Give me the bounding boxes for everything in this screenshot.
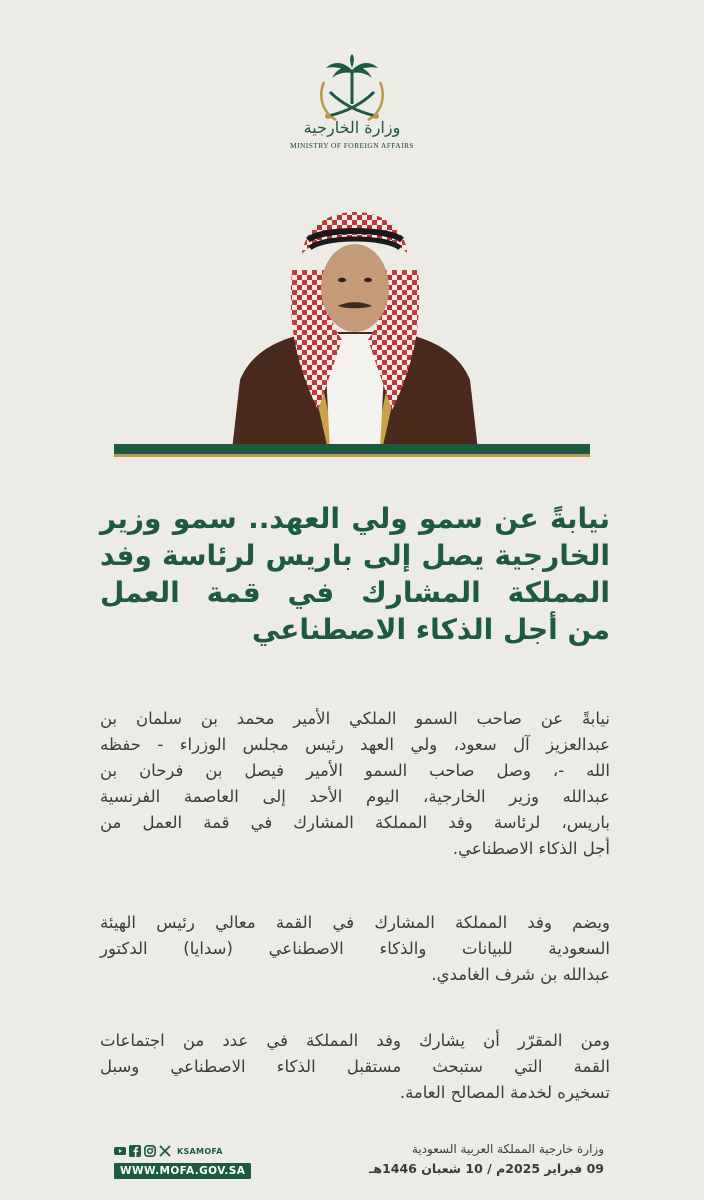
footer-date: 09 فبراير 2025م / 10 شعبان 1446هـ <box>369 1161 604 1176</box>
youtube-icon[interactable] <box>114 1145 126 1157</box>
website-link[interactable]: WWW.MOFA.GOV.SA <box>114 1163 251 1179</box>
paragraph-line: عبدالله وزير الخارجية، اليوم الأحد إلى العاصمة الفرنسية <box>100 787 610 806</box>
headline-line-4: من أجل الذكاء الاصطناعي <box>251 613 610 646</box>
minister-portrait <box>232 210 478 450</box>
footer-org: وزارة خارجية المملكة العربية السعودية <box>411 1142 604 1156</box>
headline-line-1: نيابةً عن سمو ولي العهد.. سمو وزير <box>100 502 610 535</box>
paragraph-line: تسخيره لخدمة المصالح العامة. <box>399 1083 610 1102</box>
x-icon[interactable] <box>159 1145 171 1157</box>
paragraph-line: عبدالله بن شرف الغامدي. <box>431 965 610 984</box>
headline <box>100 500 610 648</box>
facebook-icon[interactable] <box>129 1145 141 1157</box>
body-paragraph-2 <box>100 910 610 988</box>
paragraph-line: ومن المقرّر أن يشارك وفد المملكة في عدد من اجتماعات <box>100 1031 610 1050</box>
paragraph-line: عبدالعزيز آل سعود، ولي العهد رئيس مجلس الوزراء - حفظه <box>100 735 610 754</box>
body-paragraph-1 <box>100 706 610 862</box>
social-handle[interactable]: KSAMOFA <box>177 1146 223 1156</box>
logo-text-ar: وزارة الخارجية <box>303 118 401 137</box>
saudi-emblem-palm-swords-icon <box>302 52 402 168</box>
paragraph-line: الله -، وصل صاحب السمو الأمير فيصل بن فرحان بن <box>100 761 610 780</box>
footer-info <box>304 1140 604 1178</box>
paragraph-line: باريس، لرئاسة وفد المملكة المشارك في قمة العمل من <box>100 813 610 832</box>
logo-text-en: MINISTRY OF FOREIGN AFFAIRS <box>290 141 414 150</box>
headline-line-3: المملكة المشارك في قمة العمل <box>100 576 610 609</box>
paragraph-line: نيابةً عن صاحب السمو الملكي الأمير محمد بن سلمان بن <box>100 709 610 728</box>
paragraph-line: السعودية للبيانات والذكاء الاصطناعي (سدايا) الدكتور <box>100 939 610 958</box>
headline-line-2: الخارجية يصل إلى باريس لرئاسة وفد <box>100 539 610 572</box>
paragraph-line: أجل الذكاء الاصطناعي. <box>452 839 610 858</box>
body-paragraph-3 <box>100 1028 610 1106</box>
paragraph-line: ويضم وفد المملكة المشارك في القمة معالي رئيس الهيئة <box>100 913 610 932</box>
paragraph-line: القمة التي ستبحث مستقبل الذكاء الاصطناعي وسبل <box>100 1057 610 1076</box>
social-links <box>114 1143 244 1177</box>
photo-base-band <box>114 444 590 458</box>
instagram-icon[interactable] <box>144 1145 156 1157</box>
